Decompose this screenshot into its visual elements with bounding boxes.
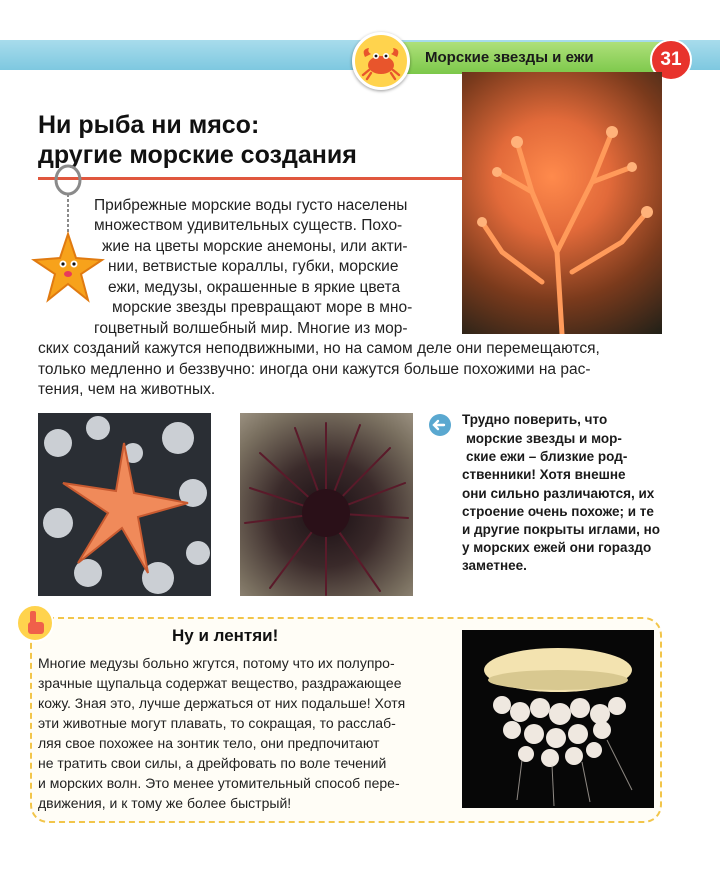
title-line-1: Ни рыба ни мясо: <box>38 111 260 139</box>
box-line-6: не тратить свои силы, а дрейфовать по воле течений <box>38 755 387 771</box>
fact-line-1: Трудно поверить, что <box>462 412 608 427</box>
title-line-2: другие морские создания <box>38 141 357 169</box>
section-title: Морские звезды и ежи <box>425 49 594 66</box>
intro-line-3: жие на цветы морские анемоны, или акти- <box>102 238 408 255</box>
page-number: 31 <box>650 39 692 81</box>
sea-urchin-photo <box>240 413 413 596</box>
box-line-5: ляя свое похожее на зонтик тело, они предпочитают <box>38 735 380 751</box>
fact-line-8: у морских ежей они гораздо <box>462 540 652 555</box>
starfish-photo <box>38 413 211 596</box>
intro-line-4: нии, ветвистые кораллы, губки, морские <box>108 258 399 275</box>
intro-line-9: только медленно и беззвучно: иногда они кажутся больше похожими на рас- <box>38 361 591 378</box>
fact-line-6: строение очень похоже; и те <box>462 504 654 519</box>
box-title: Ну и лентяи! <box>172 626 279 645</box>
fact-line-2: морские звезды и мор- <box>466 431 622 446</box>
pointing-hand-icon <box>16 604 54 642</box>
arrow-left-icon <box>428 413 452 437</box>
intro-line-1: Прибрежные морские воды густо населены <box>94 197 408 214</box>
fact-line-7: и другие покрыты иглами, но <box>462 522 661 537</box>
intro-line-7: гоцветный волшебный мир. Многие из мор- <box>94 320 408 337</box>
box-line-4: эти животные могут плавать, то сокращая, то расслаб- <box>38 715 396 731</box>
intro-line-2: множеством удивительных существ. Похо- <box>94 217 403 234</box>
fact-line-3: ские ежи – близкие род- <box>466 449 628 464</box>
intro-line-10: тения, чем на животных. <box>38 381 216 398</box>
fact-line-9: заметнее. <box>462 558 527 573</box>
box-line-7: и морских волн. Это менее утомительный способ пере- <box>38 775 400 791</box>
fact-line-4: ственники! Хотя внешне <box>462 467 626 482</box>
box-line-2: зрачные щупальца содержат вещество, раздражающее <box>38 675 402 691</box>
intro-line-5: ежи, медузы, окрашенные в яркие цвета <box>108 279 401 296</box>
box-line-1: Многие медузы больно жгутся, потому что их полупро- <box>38 655 395 671</box>
box-line-3: кожу. Зная это, лучше держаться от них подальше! Хотя <box>38 695 406 711</box>
fact-line-5: они сильно различаются, их <box>462 486 655 501</box>
intro-line-8: ских созданий кажутся неподвижными, но на самом деле они перемещаются, <box>38 340 600 357</box>
box-text <box>38 653 405 813</box>
box-line-8: движения, и к тому же более быстрый! <box>38 795 292 811</box>
jellyfish-photo <box>462 630 654 808</box>
coral-photo <box>462 72 662 334</box>
crab-icon <box>352 32 410 90</box>
intro-line-6: морские звезды превращают море в мно- <box>112 299 413 316</box>
